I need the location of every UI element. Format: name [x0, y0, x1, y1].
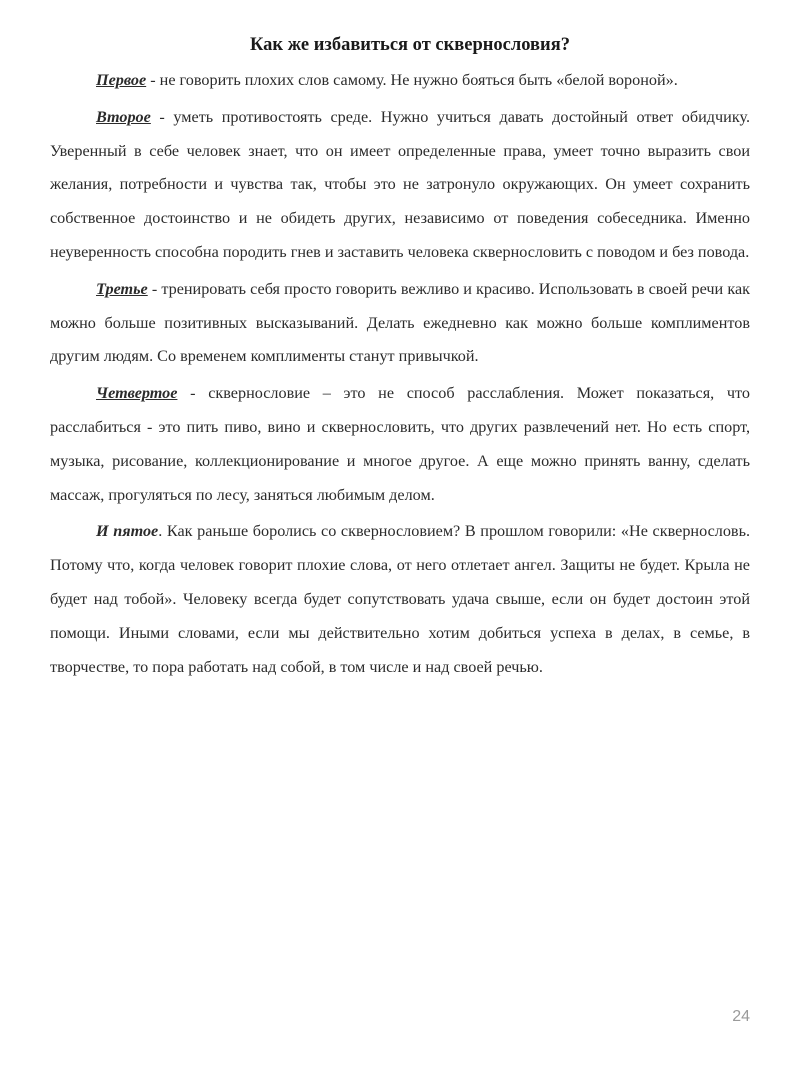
paragraph-lead-first: Первое [96, 71, 147, 89]
paragraph-second [50, 101, 750, 270]
paragraph-first [50, 64, 750, 98]
paragraph-third [50, 273, 750, 374]
paragraph-text-first: - не говорить плохих слов самому. Не нужно бояться быть «белой вороной». [146, 71, 678, 89]
paragraph-text-second: - уметь противостоять среде. Нужно учиться давать достойный ответ обидчику. Уверенный в себе человек знает, что он имеет определенные права, умеет точно выразить свои желания, потребности и чувства так, чтобы это не затронуло окружающих. Он умеет сохранить собственное достоинство и не обидеть других, независимо от поведения собеседника. Именно неуверенность способна породить гнев и заставить человека сквернословить с поводом и без повода. [50, 107, 750, 261]
page-title: Как же избавиться от сквернословия? [250, 35, 570, 55]
paragraph-lead-second: Второе [96, 107, 151, 126]
paragraph-lead-fifth: И пятое [96, 522, 159, 541]
paragraph-text-fifth: . Как раньше боролись со сквернословием? В прошлом говорили: «Не сквернословь. Потому что, когда человек говорит плохие слова, от него отлетает ангел. Защиты не будет. Крыла не будет над тобой». Человеку всегда будет сопутствовать удача свыше, если он будет достоин этой помощи. Иными словами, если мы действительно хотим добиться успеха в делах, в семье, в творчестве, то пора работать над собой, в том числе и над своей речью. [50, 522, 750, 676]
paragraph-text-fourth: - сквернословие – это не способ расслабления. Может показаться, что расслабиться - это пить пиво, вино и сквернословить, что других развлечений нет. Но есть спорт, музыка, рисование, коллекционирование и многое другое. А еще можно принять ванну, сделать массаж, прогуляться по лесу, заняться любимым делом. [50, 384, 750, 504]
paragraph-fifth [50, 515, 750, 684]
page-number: 24 [732, 1008, 750, 1025]
paragraph-text-third: - тренировать себя просто говорить вежливо и красиво. Использовать в своей речи как можно больше позитивных высказываний. Делать ежедневно как можно больше комплиментов другим людям. Со временем комплименты станут привычкой. [50, 279, 750, 366]
paragraph-lead-fourth: Четвертое [96, 384, 178, 403]
paragraph-fourth [50, 377, 750, 512]
paragraph-lead-third: Третье [96, 279, 148, 298]
document-page [50, 32, 750, 687]
